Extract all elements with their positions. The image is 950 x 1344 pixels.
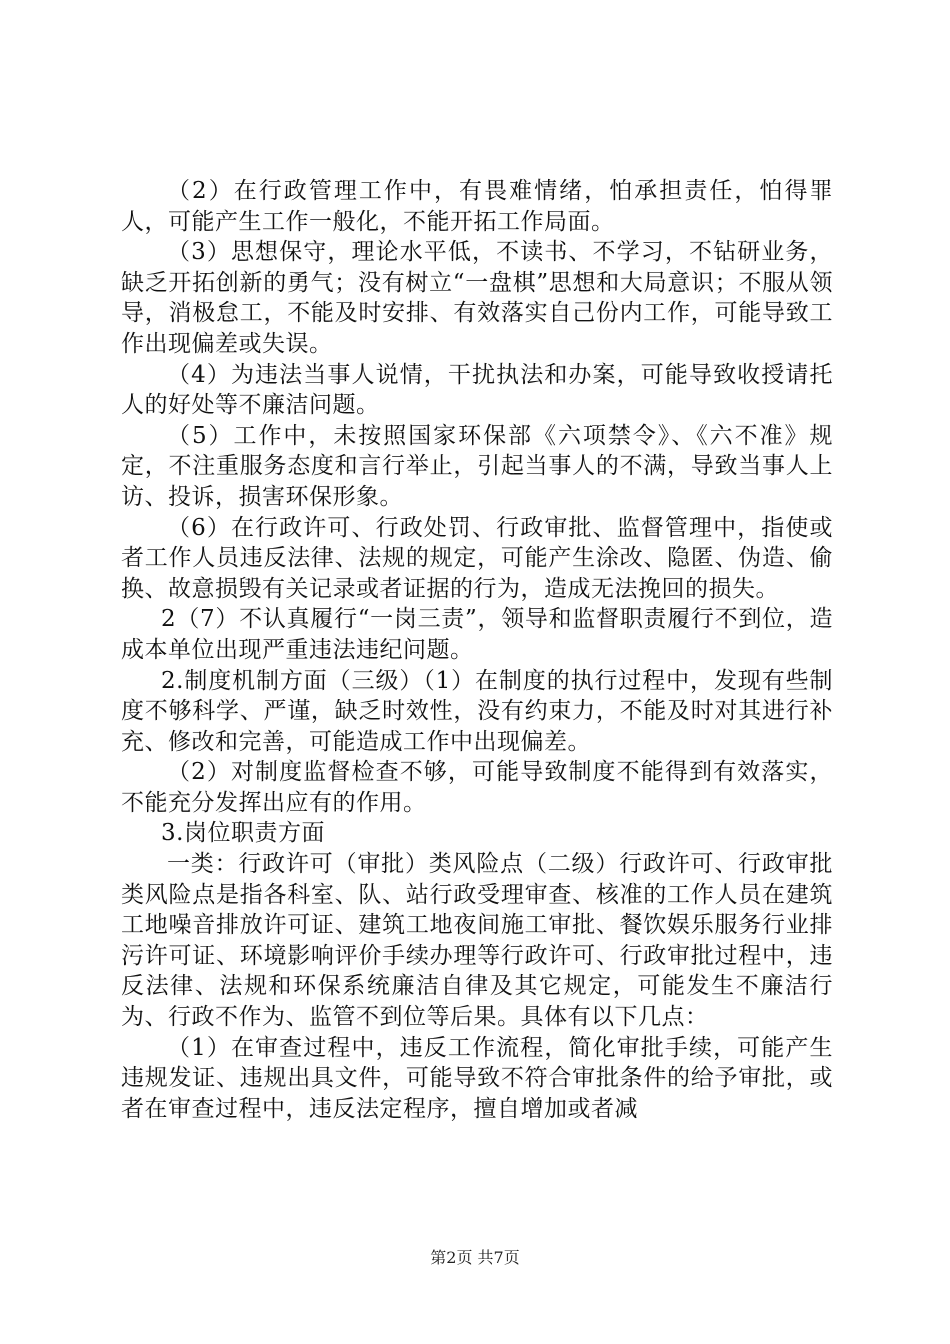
paragraph: 一类：行政许可（审批）类风险点（二级）行政许可、行政审批类风险点是指各科室、队、站行政受理审查、核准的工作人员在建筑工地噪音排放许可证、建筑工地夜间施工审批、餐饮娱乐服务行业排污许可证、环境影响评价手续办理等行政许可、行政审批过程中，违反法律、法规和环保系统廉洁自律及其它规定，可能发生不廉洁行为、行政不作为、监管不到位等后果。具体有以下几点：: [121, 851, 833, 1031]
paragraph: （1）在审查过程中，违反工作流程，简化审批手续，可能产生违规发证、违规出具文件，可能导致不符合审批条件的给予审批，或者在审查过程中，违反法定程序，擅自增加或者减: [121, 1034, 833, 1122]
paragraph: （2）对制度监督检查不够，可能导致制度不能得到有效落实，不能充分发挥出应有的作用。: [121, 759, 833, 816]
paragraph: 2（7）不认真履行“一岗三责”，领导和监督职责履行不到位，造成本单位出现严重违法违纪问题。: [121, 606, 833, 663]
document-body: [121, 176, 833, 1124]
page-number: 第2页 共7页: [430, 1248, 520, 1267]
paragraph: 2.制度机制方面（三级）（1）在制度的执行过程中，发现有些制度不够科学、严谨，缺乏时效性，没有约束力，不能及时对其进行补充、修改和完善，可能造成工作中出现偏差。: [121, 667, 833, 755]
section-heading: 3.岗位职责方面: [161, 820, 325, 847]
paragraph: （2）在行政管理工作中，有畏难情绪，怕承担责任，怕得罪人，可能产生工作一般化，不能开拓工作局面。: [121, 178, 833, 235]
paragraph: （3）思想保守，理论水平低，不读书、不学习，不钻研业务，缺乏开拓创新的勇气；没有树立“一盘棋”思想和大局意识；不服从领导，消极怠工，不能及时安排、有效落实自己份内工作，可能导致工作出现偏差或失误。: [121, 239, 833, 357]
paragraph: （4）为违法当事人说情，干扰执法和办案，可能导致收授请托人的好处等不廉洁问题。: [121, 361, 833, 419]
paragraph: （5）工作中，未按照国家环保部《六项禁令》、《六不准》规定，不注重服务态度和言行举止，引起当事人的不满，导致当事人上访、投诉，损害环保形象。: [121, 422, 833, 510]
paragraph: （6）在行政许可、行政处罚、行政审批、监督管理中，指使或者工作人员违反法律、法规的规定，可能产生涂改、隐匿、伪造、偷换、故意损毁有关记录或者证据的行为，造成无法挽回的损失。: [121, 514, 833, 602]
